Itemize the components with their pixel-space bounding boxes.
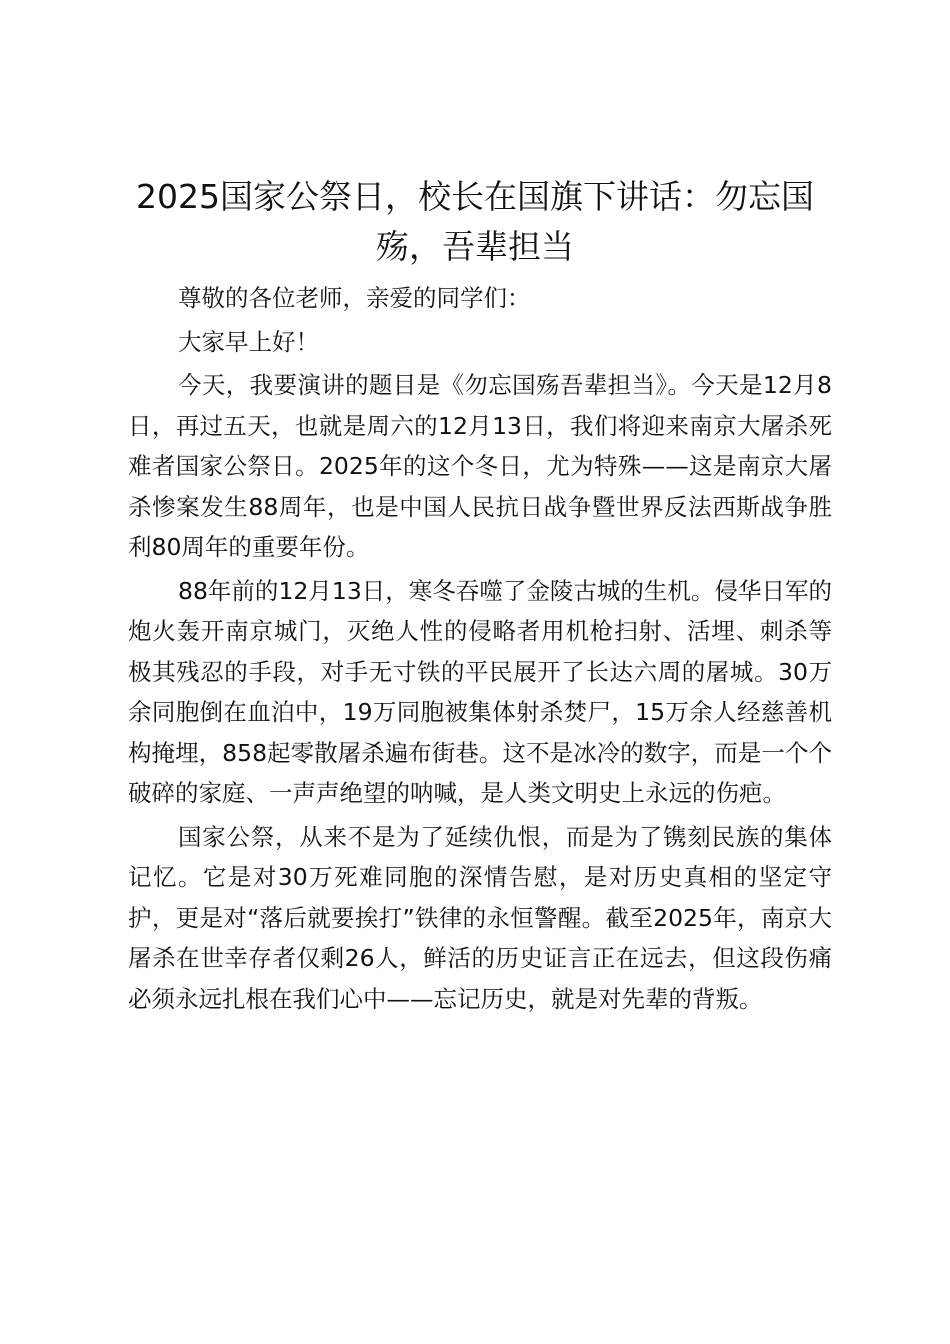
paragraph-salutation: 尊敬的各位老师，亲爱的同学们： <box>178 284 531 312</box>
paragraph-memorial: 国家公祭，从来不是为了延续仇恨，而是为了镌刻民族的集体记忆。它是对30万死难同胞的深情告慰，是对历史真相的坚定守护，更是对“落后就要挨打”铁律的永恒警醒。截至2025年，南京大屠杀在世幸存者仅剩26人，鲜活的历史证言正在远去，但这段伤痛必须永远扎根在我们心中——忘记历史，就是对先辈的背叛。 <box>128 822 832 1013</box>
paragraph-intro: 今天，我要演讲的题目是《勿忘国殇吾辈担当》。今天是12月8日，再过五天，也就是周六的12月13日，我们将迎来南京大屠杀死难者国家公祭日。2025年的这个冬日，尤为特殊——这是南京大屠杀惨案发生88周年，也是中国人民抗日战争暨世界反法西斯战争胜利80周年的重要年份。 <box>128 371 832 561</box>
paragraph-greeting: 大家早上好！ <box>178 327 319 356</box>
document-title: 2025国家公祭日，校长在国旗下讲话：勿忘国殇，吾辈担当 <box>136 177 814 266</box>
document-body <box>128 278 832 1019</box>
paragraph-history: 88年前的12月13日，寒冬吞噬了金陵古城的生机。侵华日军的炮火轰开南京城门，灭绝人性的侵略者用机枪扫射、活埋、刺杀等极其残忍的手段，对手无寸铁的平民展开了长达六周的屠城。30万余同胞倒在血泊中，19万同胞被集体射杀焚尸，15万余人经慈善机构掩埋，858起零散屠杀遍布街巷。这不是冰冷的数字，而是一个个破碎的家庭、一声声绝望的呐喊，是人类文明史上永远的伤疤。 <box>128 576 832 807</box>
